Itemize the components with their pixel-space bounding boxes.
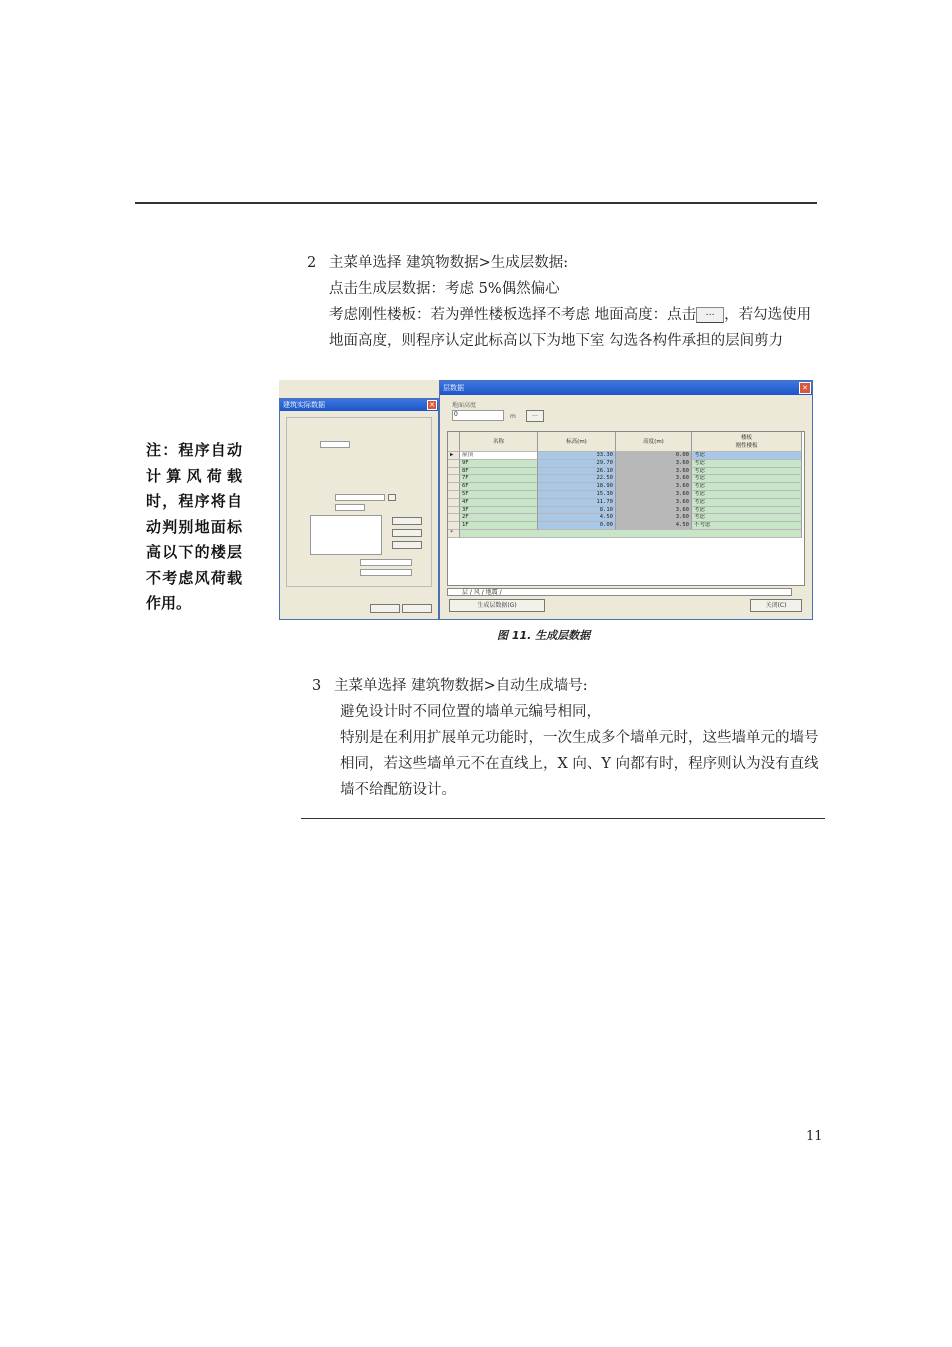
section-2-line-2: 点击生成层数据：考虑 5%偶然偏心 bbox=[329, 281, 560, 297]
section-rule bbox=[301, 818, 825, 819]
table-row bbox=[448, 514, 805, 522]
table-cell: 3.60 bbox=[616, 483, 692, 491]
section-3-line-4: 相同，若这些墙单元不在直线上，X 向、Y 向都有时，程序则认为没有直线 bbox=[340, 756, 819, 772]
table-cell: 3.60 bbox=[616, 514, 692, 522]
table-row bbox=[448, 507, 805, 515]
table-cell: 18.90 bbox=[538, 483, 616, 491]
column-header: 楼板 刚性楼板 bbox=[692, 432, 802, 452]
table-cell: 9F bbox=[460, 460, 538, 468]
table-cell: 考虑 bbox=[692, 452, 802, 460]
ground-height-label: 地面高度 bbox=[452, 402, 477, 409]
section-2 bbox=[307, 250, 811, 354]
dialog-screenshot bbox=[279, 380, 813, 620]
row-selector bbox=[448, 514, 460, 522]
table-cell: 考虑 bbox=[692, 507, 802, 515]
section-3 bbox=[312, 673, 819, 803]
page-number: 11 bbox=[806, 1129, 823, 1144]
close-icon: ✕ bbox=[427, 400, 437, 410]
table-cell: 屋顶 bbox=[460, 452, 538, 460]
table-header bbox=[448, 432, 805, 452]
building-data-titlebar: 建筑实际数据 ✕ bbox=[280, 399, 438, 411]
table-row bbox=[448, 468, 805, 476]
table-cell: 2F bbox=[460, 514, 538, 522]
table-cell: 考虑 bbox=[692, 475, 802, 483]
table-row bbox=[448, 483, 805, 491]
table-row bbox=[448, 452, 805, 460]
floor-data-dialog bbox=[439, 380, 813, 620]
column-header: 高度(m) bbox=[616, 432, 692, 452]
row-selector bbox=[448, 491, 460, 499]
small-button bbox=[392, 541, 422, 549]
row-selector bbox=[448, 475, 460, 483]
table-cell: 26.10 bbox=[538, 468, 616, 476]
table-cell: 3.60 bbox=[616, 460, 692, 468]
select-field bbox=[360, 569, 412, 576]
row-selector bbox=[448, 483, 460, 491]
section-2-line-3: 考虑刚性楼板：若为弹性楼板选择不考虑 地面高度：点击 … ，若勾选使用 bbox=[329, 307, 812, 323]
table-cell: 1F bbox=[460, 522, 538, 530]
table-cell: 3.60 bbox=[616, 507, 692, 515]
table-cell: 考虑 bbox=[692, 460, 802, 468]
close-icon: ✕ bbox=[799, 382, 811, 394]
select-field bbox=[335, 494, 385, 501]
row-selector bbox=[448, 499, 460, 507]
section-3-line-2: 避免设计时不同位置的墙单元编号相同， bbox=[340, 704, 601, 720]
table-row bbox=[448, 460, 805, 468]
ground-height-unit: m bbox=[510, 413, 516, 420]
list-box bbox=[310, 515, 382, 555]
table-cell: 3.60 bbox=[616, 475, 692, 483]
section-3-line-1: 3 主菜单选择 建筑物数据>自动生成墙号: bbox=[312, 678, 588, 694]
table-cell: 3.60 bbox=[616, 491, 692, 499]
floor-data-titlebar: 层数据 ✕ bbox=[440, 381, 812, 395]
small-button bbox=[388, 494, 396, 501]
table-cell: 考虑 bbox=[692, 491, 802, 499]
sheet-tabs: 层 / 风 / 地震 / bbox=[447, 588, 792, 596]
row-selector bbox=[448, 468, 460, 476]
close-button: 关闭(C) bbox=[750, 599, 802, 612]
cancel-button bbox=[402, 604, 432, 613]
section-3-line-5: 墙不给配筋设计。 bbox=[340, 782, 456, 798]
table-cell: 3F bbox=[460, 507, 538, 515]
building-data-dialog bbox=[279, 398, 439, 620]
table-cell: 22.50 bbox=[538, 475, 616, 483]
table-row bbox=[448, 522, 805, 530]
table-cell: 考虑 bbox=[692, 499, 802, 507]
text-field bbox=[335, 504, 365, 511]
table-cell: 4.50 bbox=[616, 522, 692, 530]
table-cell: 3.60 bbox=[616, 468, 692, 476]
column-header: 名称 bbox=[460, 432, 538, 452]
floor-table bbox=[447, 431, 805, 586]
small-button bbox=[392, 529, 422, 537]
row-header-corner bbox=[448, 432, 460, 452]
new-row-marker: * bbox=[448, 530, 460, 538]
table-cell: 0.00 bbox=[616, 452, 692, 460]
section-2-line-4: 地面高度，则程序认定此标高以下为地下室 勾选各构件承担的层间剪力 bbox=[329, 333, 784, 349]
table-row bbox=[448, 491, 805, 499]
side-note: 注：程序自动计算风荷载时，程序将自动判别地面标高以下的楼层不考虑风荷载作用。 bbox=[146, 441, 242, 612]
row-selector bbox=[448, 522, 460, 530]
table-cell bbox=[460, 530, 802, 538]
table-cell: 考虑 bbox=[692, 468, 802, 476]
table-cell: 4.50 bbox=[538, 514, 616, 522]
ground-height-input: 0 bbox=[452, 410, 504, 421]
column-header: 标高(m) bbox=[538, 432, 616, 452]
table-cell: 33.30 bbox=[538, 452, 616, 460]
table-cell: 考虑 bbox=[692, 514, 802, 522]
row-selector: ▶ bbox=[448, 452, 460, 460]
text-field bbox=[320, 441, 350, 448]
header-rule bbox=[135, 202, 817, 204]
table-cell: 11.70 bbox=[538, 499, 616, 507]
figure-caption: 图 11. 生成层数据 bbox=[497, 629, 591, 642]
table-cell: 4F bbox=[460, 499, 538, 507]
table-cell: 6F bbox=[460, 483, 538, 491]
table-row bbox=[448, 475, 805, 483]
table-cell: 29.70 bbox=[538, 460, 616, 468]
table-cell: 考虑 bbox=[692, 483, 802, 491]
select-field bbox=[360, 559, 412, 566]
table-cell: 7F bbox=[460, 475, 538, 483]
small-button bbox=[392, 517, 422, 525]
new-row bbox=[448, 530, 805, 538]
table-cell: 3.60 bbox=[616, 499, 692, 507]
ok-button bbox=[370, 604, 400, 613]
section-2-line-1: 2 主菜单选择 建筑物数据>生成层数据: bbox=[307, 255, 569, 271]
table-row bbox=[448, 499, 805, 507]
table-cell: 15.30 bbox=[538, 491, 616, 499]
table-cell: 不考虑 bbox=[692, 522, 802, 530]
ground-height-browse-button: ... bbox=[526, 410, 544, 422]
table-cell: 0.00 bbox=[538, 522, 616, 530]
table-cell: 8.10 bbox=[538, 507, 616, 515]
row-selector bbox=[448, 507, 460, 515]
table-cell: 8F bbox=[460, 468, 538, 476]
row-selector bbox=[448, 460, 460, 468]
table-cell: 5F bbox=[460, 491, 538, 499]
section-3-line-3: 特别是在利用扩展单元功能时，一次生成多个墙单元时，这些墙单元的墙号 bbox=[340, 730, 819, 746]
browse-button-inline: … bbox=[696, 307, 724, 323]
generate-floor-data-button: 生成层数据(G) bbox=[449, 599, 545, 612]
